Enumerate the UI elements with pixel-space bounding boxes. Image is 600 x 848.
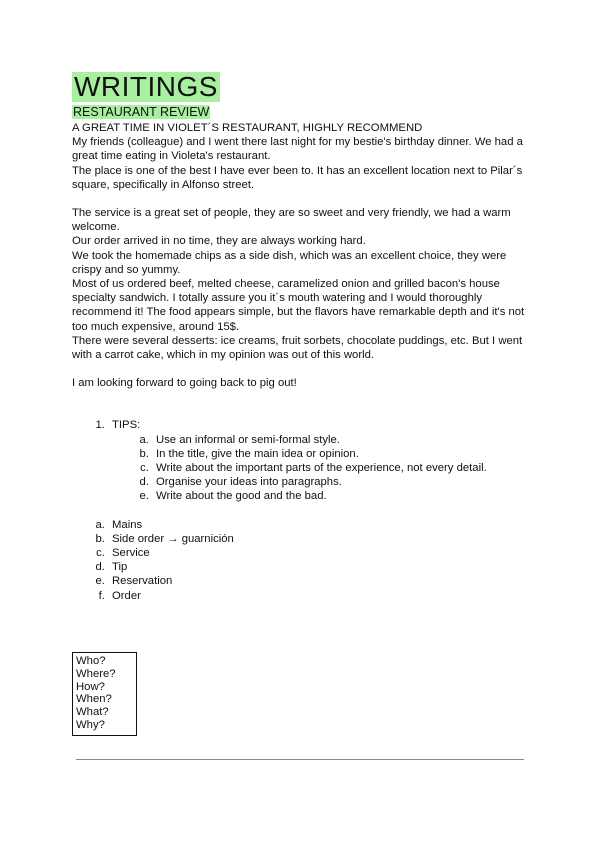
list-item: f. Order	[108, 589, 528, 603]
paragraph: We took the homemade chips as a side dish, which was an excellent choice, they were crispy and so yummy.	[72, 249, 507, 276]
horizontal-divider	[76, 759, 524, 760]
list-item: c. Service	[108, 546, 528, 560]
review-headline: A GREAT TIME IN VIOLET´S RESTAURANT, HIGHLY RECOMMEND	[72, 122, 423, 134]
list-item: d. Tip	[108, 560, 528, 574]
tips-label: TIPS:	[112, 419, 141, 432]
question: Why?	[76, 718, 105, 731]
list-item: e. Write about the good and the bad.	[152, 489, 528, 503]
paragraph: Our order arrived in no time, they are always working hard.	[72, 235, 366, 248]
paragraph: My friends (colleague) and I went there last night for my bestie's birthday dinner. We had a great time eating in Violeta's restaurant.	[72, 136, 523, 163]
closing-line: I am looking forward to going back to pig out!	[72, 377, 297, 390]
list-item: d. Organise your ideas into paragraphs.	[152, 475, 528, 489]
review-text	[72, 121, 528, 390]
paragraph: Most of us ordered beef, melted cheese, caramelized onion and grilled bacon's house specialty sandwich. I totally assure you it´s mouth watering and I would thoroughly recommend it! The food appears simple, but the flavors have remarkable depth and it's not too much expensive, around 15$.	[72, 278, 525, 333]
paragraph: There were several desserts: ice creams, fruit sorbets, chocolate puddings, etc. But I went with a carrot cake, which in my opinion was out of this world.	[72, 334, 523, 362]
list-item: b. In the title, give the main idea or opinion.	[152, 447, 528, 461]
question: What?	[76, 706, 109, 719]
page-title: WRITINGS	[74, 71, 218, 102]
list-item: a. Mains	[108, 518, 528, 532]
question: When?	[76, 693, 112, 706]
paragraph: The place is one of the best I have ever been to. It has an excellent location next to Pilar´s square, specifically in Alfonso street.	[72, 164, 523, 191]
paragraph: The service is a great set of people, they are so sweet and very friendly, we had a warm welcome.	[72, 207, 511, 234]
tips-list	[72, 418, 528, 503]
question: Who?	[76, 655, 106, 667]
question: Where?	[76, 667, 116, 680]
list-item: b. Side order → guarnición	[108, 532, 528, 546]
list-item: e. Reservation	[108, 574, 528, 588]
questions-box	[72, 652, 137, 736]
list-item: c. Write about the important parts of the experience, not every detail.	[152, 461, 528, 475]
list-item	[108, 418, 528, 503]
question: How?	[76, 680, 105, 693]
section-subtitle: RESTAURANT REVIEW	[73, 105, 210, 119]
vocab-list	[72, 518, 528, 603]
tips-sublist	[112, 433, 528, 504]
list-item: a. Use an informal or semi-formal style.	[152, 433, 528, 447]
document-page	[72, 72, 528, 603]
